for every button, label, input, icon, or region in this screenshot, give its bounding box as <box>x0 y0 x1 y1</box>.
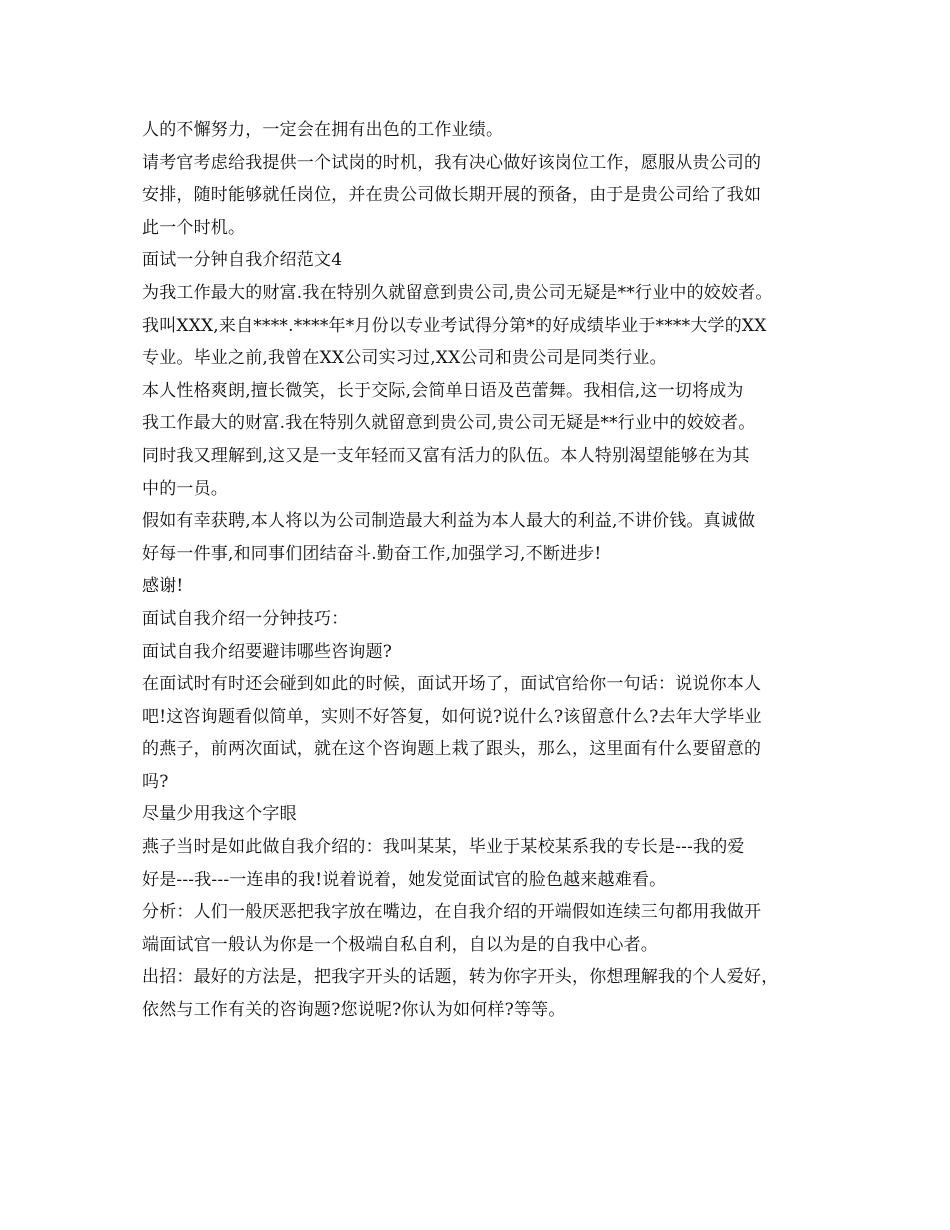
text-line: 依然与工作有关的咨询题?您说呢?你认为如何样?等等。 <box>142 1000 566 1021</box>
text-line: 在面试时有时还会碰到如此的时候，面试开场了，面试官给你一句话：说说你本人 <box>142 674 762 695</box>
document-body <box>142 114 832 1027</box>
text-line: 同时我又理解到,这又是一支年轻而又富有活力的队伍。本人特别渴望能够在为其 <box>142 445 750 466</box>
text-line: 中的一员。 <box>142 478 228 499</box>
text-line: 本人性格爽朗,擅长微笑，长于交际,会简单日语及芭蕾舞。我相信,这一切将成为 <box>142 380 744 401</box>
text-line: 安排，随时能够就任岗位，并在贵公司做长期开展的预备，由于是贵公司给了我如 <box>142 185 762 206</box>
section-heading: 面试自我介绍一分钟技巧： <box>142 608 349 629</box>
section-heading: 面试一分钟自我介绍范文4 <box>142 250 343 271</box>
text-line: 分析：人们一般厌恶把我字放在嘴边，在自我介绍的开端假如连续三句都用我做开 <box>142 902 762 923</box>
text-line: 假如有幸获聘,本人将以为公司制造最大利益为本人最大的利益,不讲价钱。真诚做 <box>142 511 756 532</box>
text-line: 我工作最大的财富.我在特别久就留意到贵公司,贵公司无疑是**行业中的姣姣者。 <box>142 413 756 434</box>
text-line: 好每一件事,和同事们团结奋斗.勤奋工作,加强学习,不断进步! <box>142 543 602 564</box>
text-line: 吧!这咨询题看似简单，实则不好答复，如何说?说什么?该留意什么?去年大学毕业 <box>142 706 762 727</box>
text-line: 燕子当时是如此做自我介绍的：我叫某某，毕业于某校某系我的专长是---我的爱 <box>142 837 745 858</box>
text-line: 此一个时机。 <box>142 217 246 238</box>
text-line: 为我工作最大的财富.我在特别久就留意到贵公司,贵公司无疑是**行业中的姣姣者。 <box>142 282 773 303</box>
section-heading: 面试自我介绍要避讳哪些咨询题? <box>142 641 393 662</box>
text-line: 感谢! <box>142 576 184 597</box>
text-line: 请考官考虑给我提供一个试岗的时机，我有决心做好该岗位工作，愿服从贵公司的 <box>142 152 762 173</box>
text-line: 出招：最好的方法是，把我字开头的话题，转为你字开头，你想理解我的个人爱好， <box>142 967 779 988</box>
text-line: 的燕子，前两次面试，就在这个咨询题上栽了跟头，那么，这里面有什么要留意的 <box>142 739 762 760</box>
text-line: 专业。毕业之前,我曾在XX公司实习过,XX公司和贵公司是同类行业。 <box>142 348 667 369</box>
text-line: 人的不懈努力，一定会在拥有出色的工作业绩。 <box>142 120 504 140</box>
text-line: 我叫XXX,来自****.****年*月份以专业考试得分第*的好成绩毕业于****大学的XX <box>142 315 767 336</box>
text-line: 好是---我---一连串的我!说着说着，她发觉面试官的脸色越来越难看。 <box>142 869 667 890</box>
section-heading: 尽量少用我这个字眼 <box>142 804 297 825</box>
text-line: 端面试官一般认为你是一个极端自私自利，自以为是的自我中心者。 <box>142 934 658 955</box>
text-line: 吗? <box>142 771 169 792</box>
